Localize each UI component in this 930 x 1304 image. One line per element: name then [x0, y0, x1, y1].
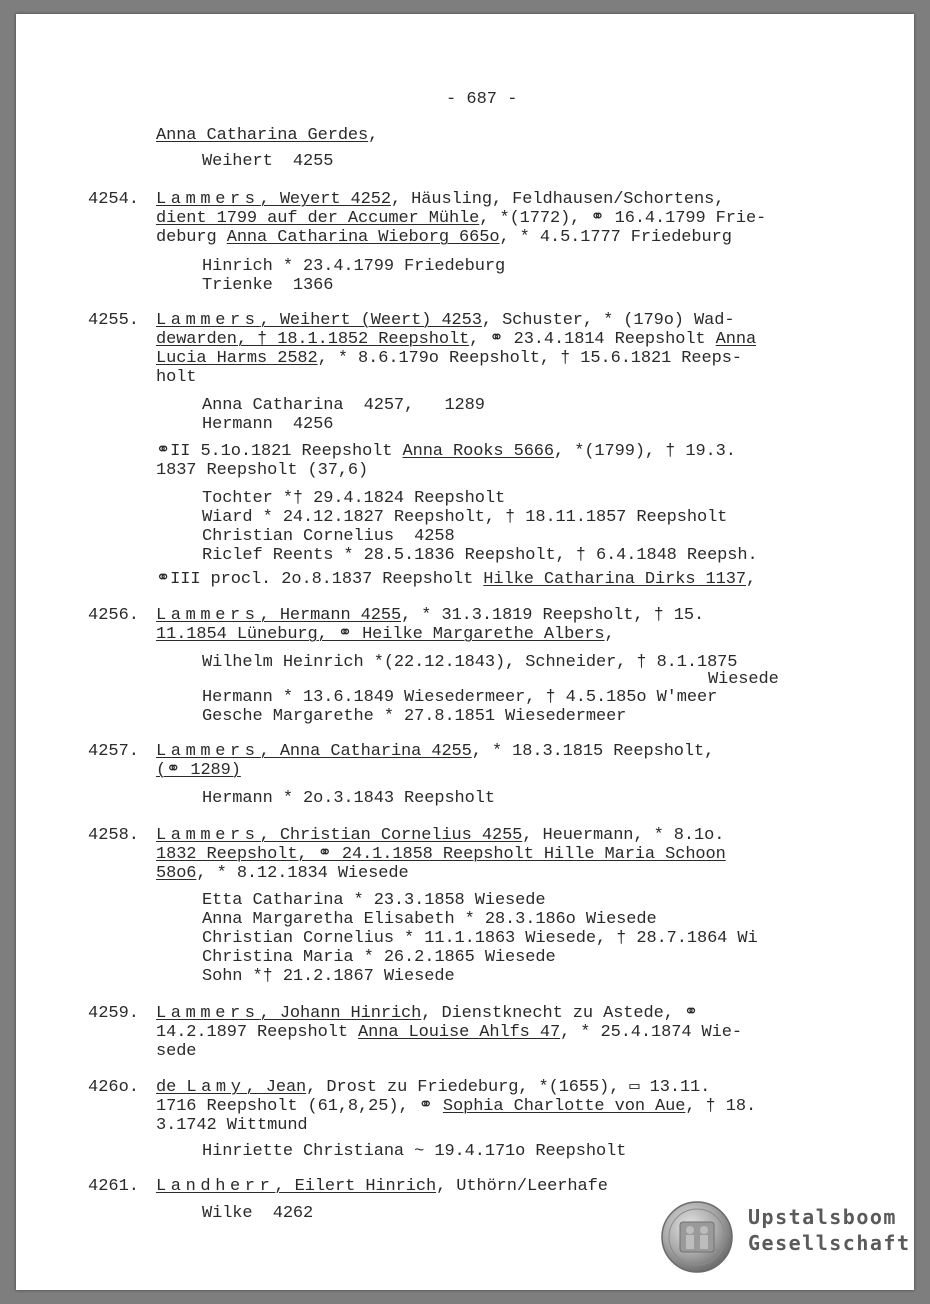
entry-4255-marriage-2 — [156, 442, 736, 461]
child-line: Hermann 4256 — [202, 415, 334, 434]
entry-4261-line-1 — [156, 1177, 608, 1196]
entry-text: , Häusling, Feldhausen/Schortens, — [390, 190, 725, 209]
entry-text: 1716 Reepsholt (61,8,25), ⚭ — [156, 1097, 443, 1116]
spouse-name: Anna — [715, 330, 757, 349]
given-name: , Weihert (Weert) 4253 — [259, 311, 482, 330]
entry-4258-line-1 — [156, 826, 724, 845]
entry-number-4256: 4256. — [88, 606, 140, 625]
marriage-note: 1832 Reepsholt, ⚭ 24.1.1858 Reepsholt Hille Maria Schoon — [156, 845, 726, 864]
entry-4259-line-2 — [156, 1023, 742, 1042]
entry-text: , Schuster, * (179o) Wad- — [481, 311, 735, 330]
entry-text: , Drost zu Friedeburg, *(1655), ▭ 13.11. — [306, 1078, 711, 1097]
entry-4260-line-2 — [156, 1097, 756, 1116]
child-line: Etta Catharina * 23.3.1858 Wiesede — [202, 891, 546, 910]
entry-4258-line-3 — [156, 864, 409, 883]
entry-4258-line-2 — [156, 845, 726, 864]
entry-number-4254: 4254. — [88, 190, 140, 209]
entry-4256-line-1 — [156, 606, 704, 625]
child-line: Hermann * 13.6.1849 Wiesedermeer, † 4.5.185o W'meer — [202, 688, 718, 707]
given-name: , Christian Cornelius 4255 — [259, 826, 523, 845]
entry-4257-line-2 — [156, 761, 241, 780]
entry-number-4259: 4259. — [88, 1004, 140, 1023]
entry-text: , * 4.5.1777 Friedeburg — [499, 228, 732, 247]
entry-text: , *(1772), ⚭ 16.4.1799 Frie- — [479, 209, 767, 228]
child-line: Hinriette Christiana ~ 19.4.171o Reepsholt — [202, 1142, 627, 1161]
marriage-ref: (⚭ 1289) — [156, 761, 241, 780]
entry-4260-line-1 — [156, 1078, 710, 1097]
entry-number-4255: 4255. — [88, 311, 140, 330]
entry-4255-line-3 — [156, 349, 742, 368]
given-name: , Eilert Hinrich — [274, 1177, 437, 1196]
continuation-line-1 — [156, 126, 378, 145]
surname: Lammers — [156, 311, 260, 330]
spouse-name: Sophia Charlotte von Aue — [442, 1097, 686, 1116]
surname: Lammers — [156, 826, 260, 845]
child-line: Wilhelm Heinrich *(22.12.1843), Schneider, † 8.1.1875 — [202, 653, 738, 672]
child-line: Anna Catharina 4257, 1289 — [202, 396, 485, 415]
child-line: Hinrich * 23.4.1799 Friedeburg — [202, 257, 506, 276]
entry-4254-line-3 — [156, 228, 732, 247]
entry-4256-line-2 — [156, 625, 615, 644]
logo-text-line-2: Gesellschaft — [748, 1231, 911, 1255]
continuation-line-2: Weihert 4255 — [202, 152, 334, 171]
spouse-name: Anna Louise Ahlfs 47 — [358, 1023, 561, 1042]
given-name: , Johann Hinrich — [259, 1004, 422, 1023]
child-line: Hermann * 2o.3.1843 Reepsholt — [202, 789, 495, 808]
child-line: Riclef Reents * 28.5.1836 Reepsholt, † 6.4.1848 Reepsh. — [202, 546, 758, 565]
entry-text: , Uthörn/Leerhafe — [436, 1177, 608, 1196]
surname: Lammers — [156, 606, 260, 625]
child-line: Sohn *† 21.2.1867 Wiesede — [202, 967, 455, 986]
spouse-name: Anna Catharina Wieborg 665o — [226, 228, 500, 247]
child-line: Christina Maria * 26.2.1865 Wiesede — [202, 948, 556, 967]
surname: Lamy — [186, 1078, 246, 1097]
child-line: Christian Cornelius * 11.1.1863 Wiesede, † 28.7.1864 Wi — [202, 929, 758, 948]
entry-text: , — [745, 570, 757, 589]
entry-text: , * 25.4.1874 Wie- — [560, 1023, 742, 1042]
entry-4254-line-2 — [156, 209, 766, 228]
entry-text: , *(1799), † 19.3. — [554, 442, 736, 461]
given-name: , Anna Catharina 4255 — [259, 742, 472, 761]
child-line: Wiard * 24.12.1827 Reepsholt, † 18.11.1857 Reepsholt — [202, 508, 728, 527]
name-prefix: de — [156, 1078, 187, 1097]
entry-number-4257: 4257. — [88, 742, 140, 761]
entry-4259-line-3: sede — [156, 1042, 197, 1061]
child-line: Christian Cornelius 4258 — [202, 527, 455, 546]
surname: Landherr — [156, 1177, 275, 1196]
entry-number-4261: 4261. — [88, 1177, 140, 1196]
spouse-name: Anna Catharina Gerdes — [156, 126, 369, 145]
place-note: dient 1799 auf der Accumer Mühle — [156, 209, 480, 228]
entry-text: ⚭III procl. 2o.8.1837 Reepsholt — [156, 570, 484, 589]
given-name: , Weyert 4252 — [259, 190, 391, 209]
entry-text: , * 8.6.179o Reepsholt, † 15.6.1821 Reeps- — [317, 349, 742, 368]
entry-4255-line-2 — [156, 330, 756, 349]
logo-text-line-1: Upstalsboom — [748, 1205, 897, 1229]
entry-4260-line-3: 3.1742 Wittmund — [156, 1116, 308, 1135]
child-line-place: Wiesede — [708, 670, 779, 689]
surname: Lammers — [156, 190, 260, 209]
entry-4255-marriage-2-line-2: 1837 Reepsholt (37,6) — [156, 461, 369, 480]
child-line: Wilke 4262 — [202, 1204, 314, 1223]
child-line: Anna Margaretha Elisabeth * 28.3.186o Wiesede — [202, 910, 657, 929]
entry-text: 14.2.1897 Reepsholt — [156, 1023, 359, 1042]
entry-4255-line-1 — [156, 311, 734, 330]
entry-text: , * 31.3.1819 Reepsholt, † 15. — [401, 606, 705, 625]
spouse-name: Lucia Harms 2582 — [156, 349, 318, 368]
child-line: Tochter *† 29.4.1824 Reepsholt — [202, 489, 506, 508]
document-page — [16, 14, 914, 1290]
surname: Lammers — [156, 1004, 260, 1023]
entry-text: , — [604, 625, 615, 644]
entry-text: , Dienstknecht zu Astede, ⚭ — [421, 1004, 699, 1023]
entry-number-4260: 426o. — [88, 1078, 140, 1097]
child-line: Gesche Margarethe * 27.8.1851 Wiesedermeer — [202, 707, 627, 726]
entry-4259-line-1 — [156, 1004, 698, 1023]
entry-4255-marriage-3 — [156, 570, 756, 589]
spouse-name: Anna Rooks 5666 — [402, 442, 555, 461]
entry-text: deburg — [156, 228, 227, 247]
surname: Lammers — [156, 742, 260, 761]
child-line: Trienke 1366 — [202, 276, 334, 295]
seal-icon — [660, 1200, 734, 1274]
entry-text: , ⚭ 23.4.1814 Reepsholt — [469, 330, 716, 349]
entry-4255-line-4: holt — [156, 368, 197, 387]
spouse-name: Hilke Catharina Dirks 1137 — [483, 570, 746, 589]
entry-text: , * 8.12.1834 Wiesede — [196, 864, 409, 883]
society-logo — [660, 1200, 910, 1276]
spouse-name: 11.1854 Lüneburg, ⚭ Heilke Margarethe Albers — [156, 625, 605, 644]
entry-4254-line-1 — [156, 190, 724, 209]
punctuation: , — [368, 126, 379, 145]
spouse-ref: 58o6 — [156, 864, 197, 883]
entry-text: , Heuermann, * 8.1o. — [522, 826, 725, 845]
entry-number-4258: 4258. — [88, 826, 140, 845]
entry-4257-line-1 — [156, 742, 714, 761]
death-note: dewarden, † 18.1.1852 Reepsholt — [156, 330, 470, 349]
entry-text: , † 18. — [685, 1097, 757, 1116]
given-name: , Hermann 4255 — [259, 606, 402, 625]
entry-text: ⚭II 5.1o.1821 Reepsholt — [156, 442, 403, 461]
given-name: , Jean — [245, 1078, 307, 1097]
page-number: - 687 - — [446, 90, 518, 109]
entry-text: , * 18.3.1815 Reepsholt, — [471, 742, 715, 761]
